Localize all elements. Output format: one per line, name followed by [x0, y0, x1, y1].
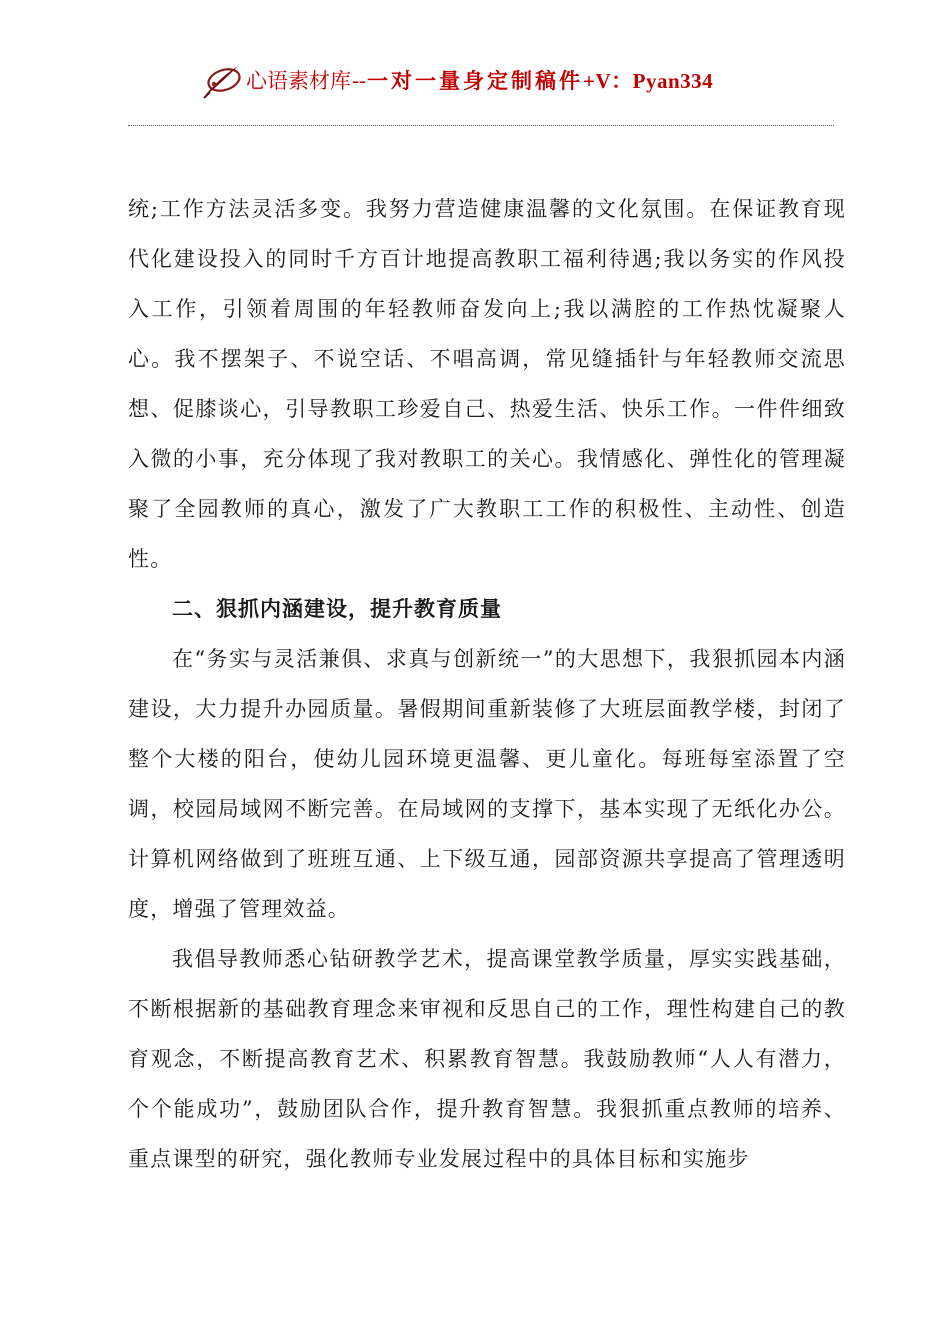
section-heading: 二、狠抓内涵建设，提升教育质量 — [172, 597, 502, 621]
paragraph: 我倡导教师悉心钻研教学艺术，提高课堂教学质量，厚实实践基础，不断根据新的基础教育理念来审视和反思自己的工作，理性构建自己的教育观念，不断提高教育艺术、积累教育智慧。我鼓励教师“人人有潜力，个个能成功”，鼓励团队合作，提升教育智慧。我狠抓重点教师的培养、重点课型的研究，强化教师专业发展过程中的具体目标和实施步 — [128, 947, 846, 1171]
feather-quill-logo-icon — [200, 60, 244, 100]
header-slogan: 一对一量身定制稿件 — [367, 69, 583, 93]
page-header — [200, 58, 713, 102]
header-contact: +V：Pyan334 — [583, 69, 714, 93]
header-separator: -- — [352, 67, 366, 92]
paragraph-continued: 统;工作方法灵活多变。我努力营造健康温馨的文化氛围。在保证教育现代化建设投入的同时千方百计地提高教职工福利待遇;我以务实的作风投入工作，引领着周围的年轻教师奋发向上;我以满腔的工作热忱凝聚人心。我不摆架子、不说空话、不唱高调，常见缝插针与年轻教师交流思想、促膝谈心，引导教职工珍爱自己、热爱生活、快乐工作。一件件细致入微的小事，充分体现了我对教职工的关心。我情感化、弹性化的管理凝聚了全园教师的真心，激发了广大教职工工作的积极性、主动性、创造性。 — [128, 197, 846, 571]
document-body — [128, 184, 846, 1184]
brand-name: 心语素材库 — [246, 69, 351, 93]
header-divider — [128, 125, 834, 126]
paragraph: 在“务实与灵活兼俱、求真与创新统一”的大思想下，我狠抓园本内涵建设，大力提升办园质量。暑假期间重新装修了大班层面教学楼，封闭了整个大楼的阳台，使幼儿园环境更温馨、更儿童化。每班每室添置了空调，校园局域网不断完善。在局域网的支撑下，基本实现了无纸化办公。计算机网络做到了班班互通、上下级互通，园部资源共享提高了管理透明度，增强了管理效益。 — [128, 647, 846, 921]
